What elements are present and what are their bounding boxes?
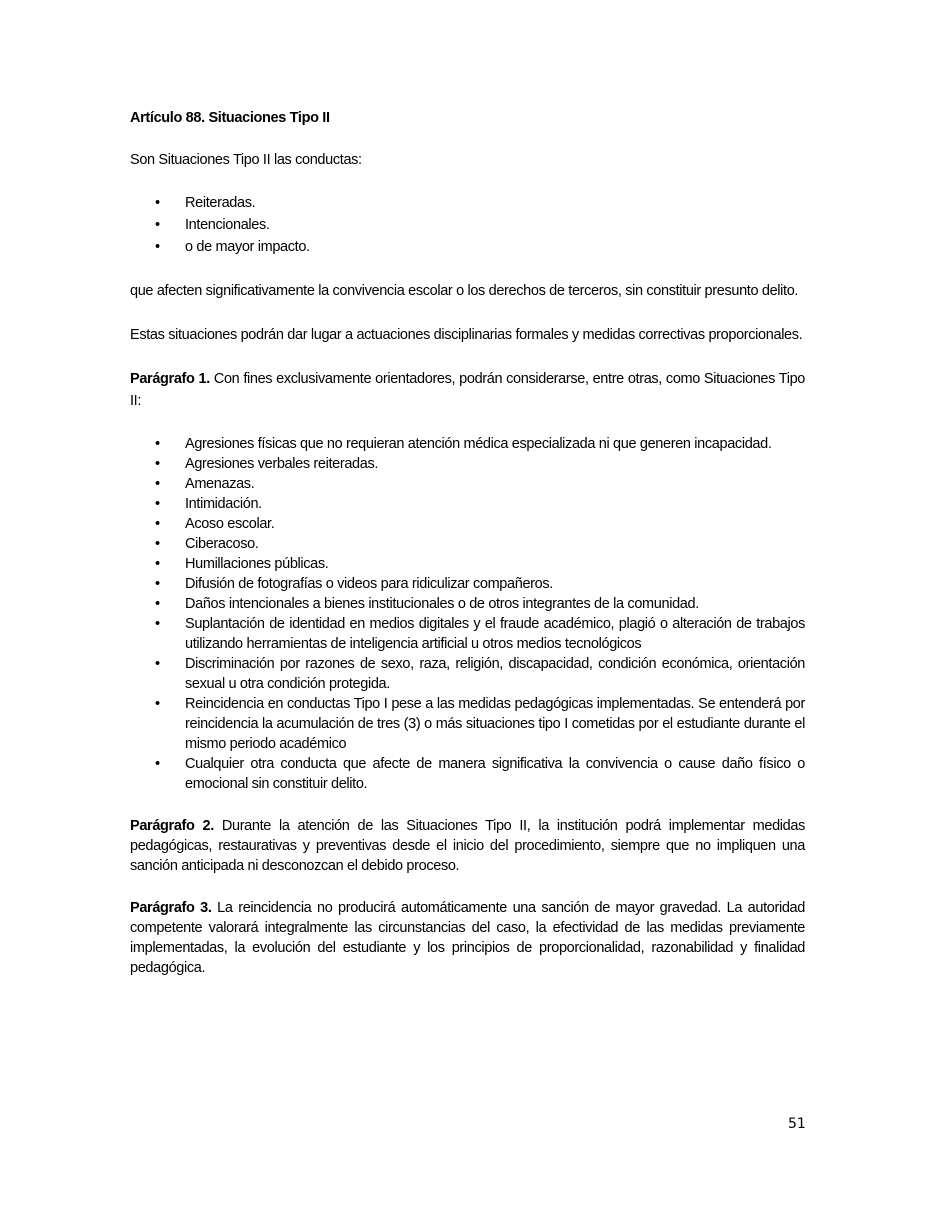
list-item: • Daños intencionales a bienes institucionales o de otros integrantes de la comunidad. <box>130 594 805 614</box>
list-item: • Reiteradas. <box>130 192 805 214</box>
list-item: • Cualquier otra conducta que afecte de manera significativa la convivencia o cause daño físico o emocional sin constituir delito. <box>130 754 805 794</box>
examples-list <box>130 434 805 794</box>
list-item: • Intimidación. <box>130 494 805 514</box>
consequence-paragraph: Estas situaciones podrán dar lugar a actuaciones disciplinarias formales y medidas correctivas proporcionales. <box>130 327 803 343</box>
list-item: • Amenazas. <box>130 474 805 494</box>
list-item: • Difusión de fotografías o videos para ridiculizar compañeros. <box>130 574 805 594</box>
list-item: • Acoso escolar. <box>130 514 805 534</box>
list-item: • o de mayor impacto. <box>130 236 805 258</box>
paragraph-3-text: La reincidencia no producirá automáticamente una sanción de mayor gravedad. La autoridad competente valorará integralmente las circunstancias del caso, la efectividad de las medidas previamente implementadas, la evolución del estudiante y los principios de proporcionalidad, razonabilidad y finalidad pedagógica. <box>130 900 805 976</box>
list-item: • Suplantación de identidad en medios digitales y el fraude académico, plagió o alteración de trabajos utilizando herramientas de inteligencia artificial u otros medios tecnológicos <box>130 614 805 654</box>
paragraph-3 <box>130 898 805 978</box>
effect-paragraph: que afecten significativamente la convivencia escolar o los derechos de terceros, sin constituir presunto delito. <box>130 283 799 299</box>
article-intro: Son Situaciones Tipo II las conductas: <box>130 152 362 168</box>
paragraph-2 <box>130 816 805 876</box>
page-number: 51 <box>788 1116 806 1132</box>
list-item: • Agresiones verbales reiteradas. <box>130 454 805 474</box>
article-title: Artículo 88. Situaciones Tipo II <box>130 110 330 126</box>
conduct-types-list <box>130 192 805 258</box>
list-item: • Humillaciones públicas. <box>130 554 805 574</box>
paragraph-3-label: Parágrafo 3. <box>130 900 212 916</box>
list-item: • Reincidencia en conductas Tipo I pese a las medidas pedagógicas implementadas. Se entenderá por reincidencia la acumulación de tres (3) o más situaciones tipo I cometidas por el estudiante durante el mismo periodo académico <box>130 694 805 754</box>
list-item: • Intencionales. <box>130 214 805 236</box>
paragraph-2-text: Durante la atención de las Situaciones Tipo II, la institución podrá implementar medidas pedagógicas, restaurativas y preventivas desde el inicio del procedimiento, siempre que no impliquen una sanción anticipada ni desconozcan el debido proceso. <box>130 818 805 874</box>
paragraph-1-label: Parágrafo 1. <box>130 371 210 387</box>
paragraph-1-text: Con fines exclusivamente orientadores, podrán considerarse, entre otras, como Situaciones Tipo II: <box>130 371 805 409</box>
list-item: • Agresiones físicas que no requieran atención médica especializada ni que generen incapacidad. <box>130 434 805 454</box>
paragraph-1 <box>130 368 805 412</box>
document-page <box>130 108 805 978</box>
list-item: • Discriminación por razones de sexo, raza, religión, discapacidad, condición económica, orientación sexual u otra condición protegida. <box>130 654 805 694</box>
list-item: • Ciberacoso. <box>130 534 805 554</box>
paragraph-2-label: Parágrafo 2. <box>130 818 214 834</box>
